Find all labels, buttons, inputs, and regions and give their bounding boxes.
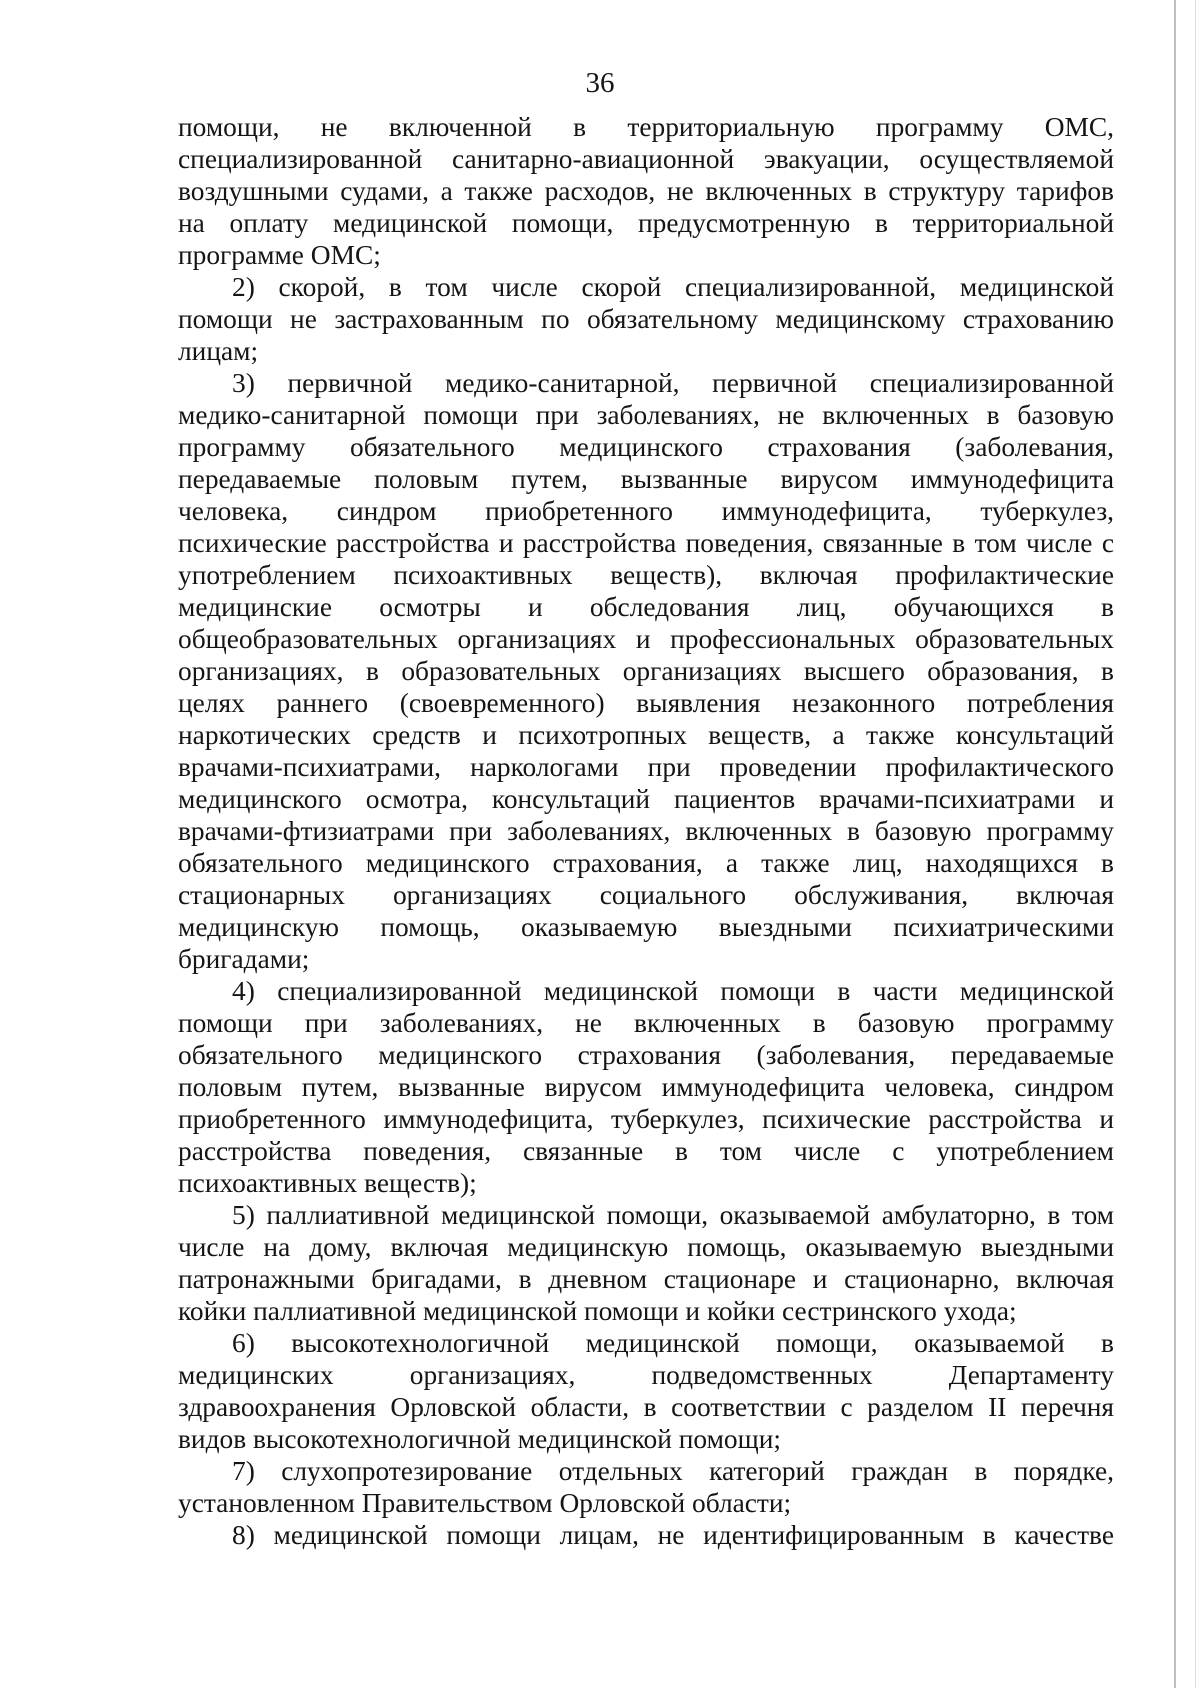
text-line: бригадами; — [178, 944, 310, 974]
text-line: обязательного медицинского страхования (заболевания, передаваемые — [178, 1040, 1114, 1070]
text-line: 8) медицинской помощи лицам, не идентифицированным в качестве — [232, 1520, 1114, 1550]
text-line: здравоохранения Орловской области, в соответствии с разделом II перечня — [178, 1392, 1114, 1422]
text-line: обязательного медицинского страхования, а также лиц, находящихся в — [178, 848, 1114, 878]
text-line: установленном Правительством Орловской области; — [178, 1488, 792, 1518]
text-line: психические расстройства и расстройства поведения, связанные в том числе с — [178, 528, 1114, 558]
text-line: помощи при заболеваниях, не включенных в базовую программу — [178, 1008, 1114, 1038]
text-line: стационарных организациях социального обслуживания, включая — [178, 880, 1114, 910]
text-line: помощи, не включенной в территориальную программу ОМС, — [178, 112, 1114, 142]
text-line: медицинскую помощь, оказываемую выездными психиатрическими — [178, 912, 1114, 942]
text-line: числе на дому, включая медицинскую помощь, оказываемую выездными — [178, 1232, 1114, 1262]
text-line: 7) слухопротезирование отдельных категорий граждан в порядке, — [232, 1456, 1114, 1486]
text-line: приобретенного иммунодефицита, туберкулез, психические расстройства и — [178, 1104, 1114, 1134]
scan-edge-line-secondary — [1195, 0, 1196, 1688]
text-line: медицинского осмотра, консультаций пациентов врачами-психиатрами и — [178, 784, 1114, 814]
text-line: употреблением психоактивных веществ), включая профилактические — [178, 560, 1114, 590]
text-line: человека, синдром приобретенного иммунодефицита, туберкулез, — [178, 496, 1114, 526]
text-line: 2) скорой, в том числе скорой специализированной, медицинской — [232, 272, 1114, 302]
text-line: организациях, в образовательных организациях высшего образования, в — [178, 656, 1114, 686]
text-line: на оплату медицинской помощи, предусмотренную в территориальной — [178, 208, 1114, 238]
text-line: врачами-фтизиатрами при заболеваниях, включенных в базовую программу — [178, 816, 1114, 846]
scan-edge-line — [1174, 0, 1176, 1688]
text-line: 5) паллиативной медицинской помощи, оказываемой амбулаторно, в том — [232, 1200, 1114, 1230]
text-line: 3) первичной медико-санитарной, первичной специализированной — [232, 368, 1114, 398]
text-line: программе ОМС; — [178, 240, 381, 270]
text-line: целях раннего (своевременного) выявления незаконного потребления — [178, 688, 1114, 718]
text-line: медицинские осмотры и обследования лиц, обучающихся в — [178, 592, 1114, 622]
text-line: патронажными бригадами, в дневном стационаре и стационарно, включая — [178, 1264, 1114, 1294]
page-number: 36 — [585, 67, 615, 99]
text-line: медико-санитарной помощи при заболеваниях, не включенных в базовую — [178, 400, 1114, 430]
text-line: 4) специализированной медицинской помощи в части медицинской — [232, 976, 1114, 1006]
text-line: половым путем, вызванные вирусом иммунодефицита человека, синдром — [178, 1072, 1114, 1102]
text-line: общеобразовательных организациях и профессиональных образовательных — [178, 624, 1114, 654]
text-line: наркотических средств и психотропных веществ, а также консультаций — [178, 720, 1114, 750]
text-line: программу обязательного медицинского страхования (заболевания, — [178, 432, 1114, 462]
text-line: передаваемые половым путем, вызванные вирусом иммунодефицита — [178, 464, 1114, 494]
document-body — [178, 111, 1114, 1551]
text-line: воздушными судами, а также расходов, не включенных в структуру тарифов — [178, 176, 1114, 206]
text-line: койки паллиативной медицинской помощи и койки сестринского ухода; — [178, 1296, 1017, 1326]
text-line: медицинских организациях, подведомственных Департаменту — [178, 1360, 1114, 1390]
text-line: специализированной санитарно-авиационной эвакуации, осуществляемой — [178, 144, 1114, 174]
text-line: врачами-психиатрами, наркологами при проведении профилактического — [178, 752, 1114, 782]
text-line: помощи не застрахованным по обязательному медицинскому страхованию — [178, 304, 1114, 334]
text-line: расстройства поведения, связанные в том числе с употреблением — [178, 1136, 1114, 1166]
text-line: лицам; — [178, 336, 259, 366]
text-line: психоактивных веществ); — [178, 1168, 477, 1198]
text-line: 6) высокотехнологичной медицинской помощи, оказываемой в — [232, 1328, 1114, 1358]
text-line: видов высокотехнологичной медицинской помощи; — [178, 1424, 781, 1454]
